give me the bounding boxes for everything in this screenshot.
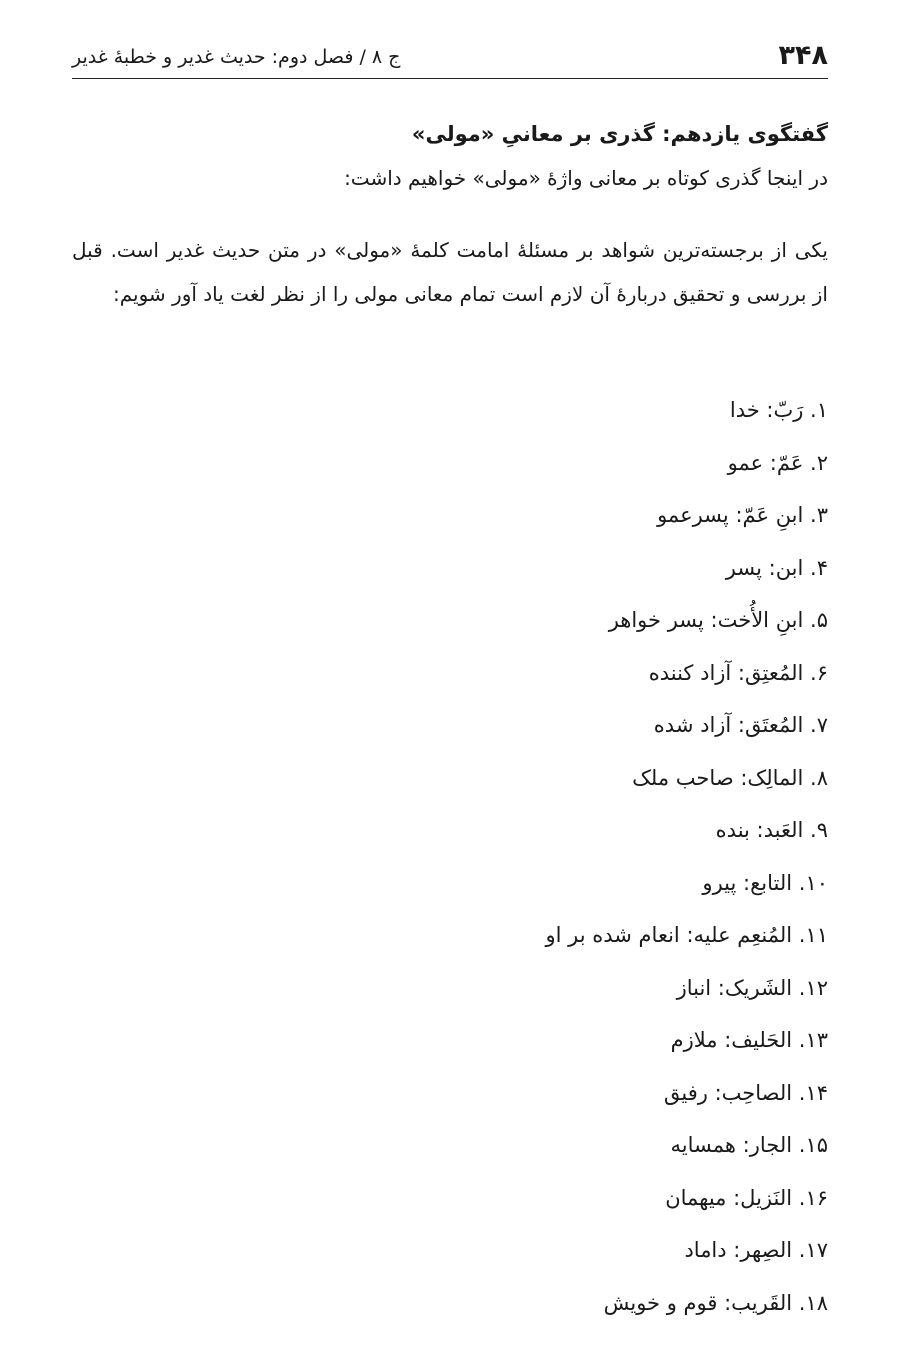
list-item: ۴. ابن: پسر [725,555,828,580]
list-item: ۱. رَبّ: خدا [729,398,828,422]
list-item: ۶. المُعتِق: آزاد کننده [648,660,828,685]
running-head: ج ۸ / فصل دوم: حدیث غدیر و خطبهٔ غدیر [72,46,401,68]
list-item: ۱۳. الحَلیف: ملازم [670,1028,828,1052]
list-item: ۱۱. المُنعِم علیه: انعام شده بر او [545,923,828,947]
list-item: ۸. المالِک: صاحب ملک [632,765,828,790]
list-item: ۱۶. النَزیل: میهمان [665,1185,828,1210]
body-paragraph: یکی از برجسته‌ترین شواهد بر مسئلهٔ امامت کلمهٔ «مولی» در متن حدیث غدیر است. قبل از بررسی و تحقیق دربارهٔ آن لازم است تمام معانی مولی را از نظر لغت یاد آور شویم: [72,238,828,306]
intro-text: در اینجا گذری کوتاه بر معانی واژهٔ «مولی» خواهیم داشت: [344,166,828,190]
list-item: ۱۷. الصِهر: داماد [684,1238,828,1262]
list-item: ۹. العَبد: بنده [715,818,828,842]
list-item: ۱۰. التابع: پیرو [702,870,828,895]
list-item: ۱۵. الجار: همسایه [670,1133,828,1157]
list-item: ۳. ابنِ عَمّ: پسرعمو [657,503,828,527]
list-item: ۵. ابنِ الأُخت: پسر خواهر [608,608,828,632]
list-item: ۱۲. الشَریک: انباز [676,975,828,1000]
page-number: ۳۴۸ [778,40,828,71]
meanings-list [546,388,829,1333]
list-item: ۲. عَمّ: عمو [727,450,828,475]
list-item: ۱۴. الصاحِب: رفیق [663,1080,828,1105]
list-item: ۷. المُعتَق: آزاد شده [653,713,828,737]
section-heading: گفتگوی یازدهم: گذری بر معانیِ «مولی» [411,122,828,146]
page-header [72,38,828,79]
book-page [72,0,828,1366]
list-item: ۱۸. القَریب: قوم و خویش [603,1290,828,1315]
